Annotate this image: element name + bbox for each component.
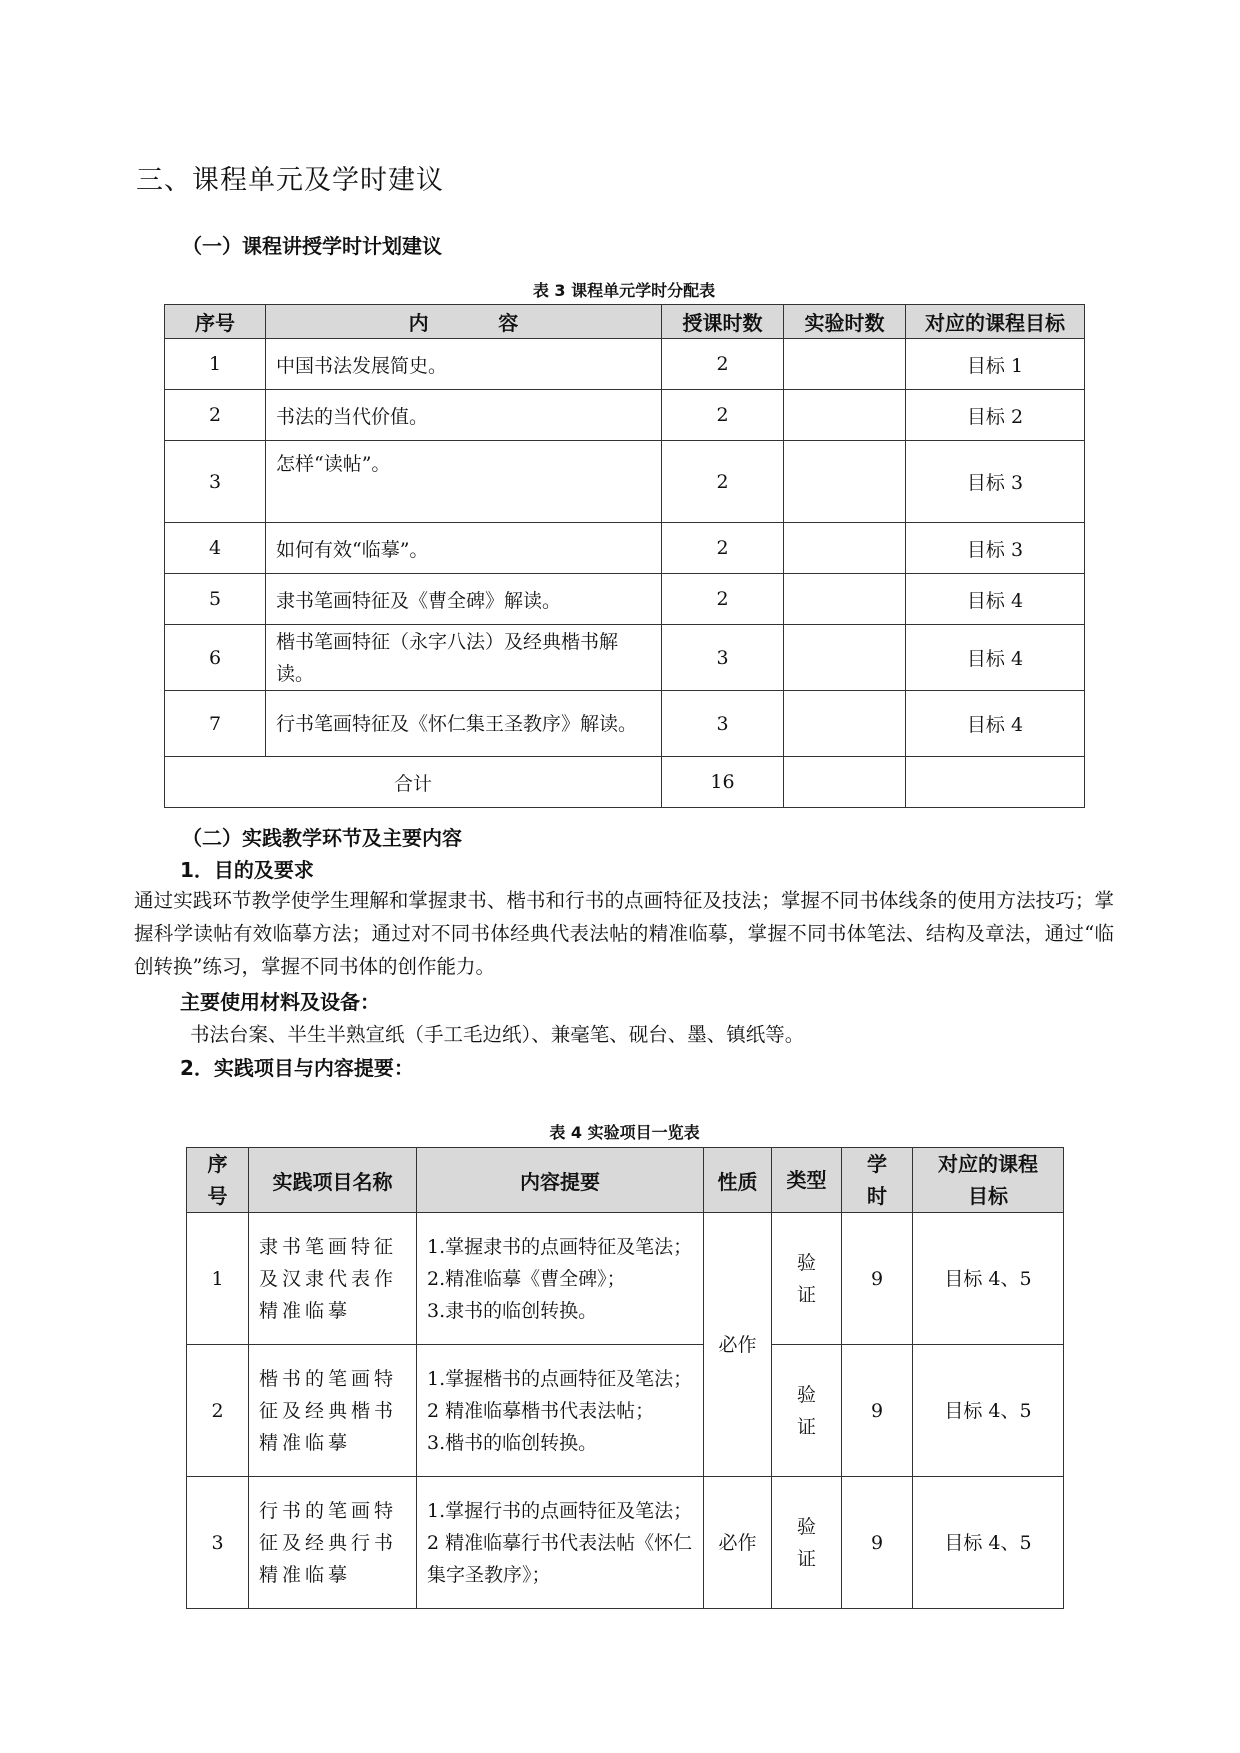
- table3-header-no: 序号: [165, 305, 266, 339]
- total-label: 合计: [165, 757, 662, 808]
- materials-title: 主要使用材料及设备：: [180, 990, 380, 1014]
- row-content: 书法的当代价值。: [266, 390, 662, 441]
- row-hours: 2: [662, 339, 784, 390]
- total-goal: [906, 757, 1085, 808]
- summary-line: 3.隶书的临创转换。: [427, 1299, 598, 1322]
- row-no: 1: [165, 339, 266, 390]
- row-no: 2: [165, 390, 266, 441]
- row-name: 行书的笔画特征及经典行书精准临摹: [249, 1477, 417, 1609]
- row-no: 4: [165, 523, 266, 574]
- table4-lab-projects: [186, 1147, 1064, 1609]
- table4-caption: 表 4 实验项目一览表: [549, 1123, 700, 1142]
- row-content: 中国书法发展简史。: [266, 339, 662, 390]
- row-goal: 目标 4: [906, 574, 1085, 625]
- summary-line: 2 精准临摹楷书代表法帖；: [427, 1399, 655, 1422]
- summary-line: 1.掌握楷书的点画特征及笔法；: [427, 1367, 693, 1390]
- table4-header-type: 类型: [772, 1148, 842, 1213]
- item1-title: 1．目的及要求: [180, 858, 314, 882]
- row-goal: 目标 4、5: [913, 1213, 1064, 1345]
- row-goal: 目标 1: [906, 339, 1085, 390]
- row-no: 5: [165, 574, 266, 625]
- row-goal: 目标 3: [906, 441, 1085, 523]
- table4-header-hours: 学时: [842, 1148, 913, 1213]
- summary-line: 2 精准临摹行书代表法帖《怀仁集字圣教序》；: [427, 1531, 693, 1586]
- row-no: 6: [165, 625, 266, 691]
- summary-line: 1.掌握行书的点画特征及笔法；: [427, 1499, 693, 1522]
- row-goal: 目标 4: [906, 625, 1085, 691]
- materials-text: 书法台案、半生半熟宣纸（手工毛边纸）、兼毫笔、砚台、墨、镇纸等。: [190, 1023, 805, 1046]
- row-no: 3: [187, 1477, 249, 1609]
- row-hours: 2: [662, 523, 784, 574]
- table3-course-hours: [164, 304, 1085, 808]
- row-no: 3: [165, 441, 266, 523]
- row-hours: 9: [842, 1213, 913, 1345]
- row-content: 楷书笔画特征（永字八法）及经典楷书解读。: [266, 625, 662, 691]
- row-hours: 2: [662, 390, 784, 441]
- table4-header-nature: 性质: [704, 1148, 772, 1213]
- row-hours: 9: [842, 1477, 913, 1609]
- total-lab: [784, 757, 906, 808]
- table3-header-lab: 实验时数: [784, 305, 906, 339]
- table3-header-row: [165, 305, 1085, 339]
- table3-caption: 表 3 课程单元学时分配表: [532, 281, 716, 300]
- table-row: [187, 1213, 1064, 1345]
- row-name: 楷书的笔画特征及经典楷书精准临摹: [249, 1345, 417, 1477]
- table4-header-no: 序号: [187, 1148, 249, 1213]
- row-content: 行书笔画特征及《怀仁集王圣教序》解读。: [266, 691, 662, 757]
- summary-line: 2.精准临摹《曹全碑》；: [427, 1267, 626, 1290]
- row-lab: [784, 691, 906, 757]
- row-type: 验证: [772, 1213, 842, 1345]
- row-name: 隶书笔画特征及汉隶代表作精准临摹: [249, 1213, 417, 1345]
- row-content: 怎样“读帖”。: [266, 441, 662, 523]
- table-row: [165, 523, 1085, 574]
- row-summary: [417, 1213, 704, 1345]
- row-nature: 必作: [704, 1477, 772, 1609]
- row-goal: 目标 3: [906, 523, 1085, 574]
- row-lab: [784, 390, 906, 441]
- table-row: [165, 390, 1085, 441]
- row-hours: 3: [662, 691, 784, 757]
- row-lab: [784, 523, 906, 574]
- table-row: [187, 1477, 1064, 1609]
- row-hours: 2: [662, 441, 784, 523]
- row-no: 1: [187, 1213, 249, 1345]
- row-summary: [417, 1345, 704, 1477]
- row-content: 隶书笔画特征及《曹全碑》解读。: [266, 574, 662, 625]
- row-type: 验证: [772, 1345, 842, 1477]
- table3-total-row: [165, 757, 1085, 808]
- row-goal: 目标 4、5: [913, 1345, 1064, 1477]
- row-lab: [784, 339, 906, 390]
- table-row: [165, 691, 1085, 757]
- table-row: [165, 574, 1085, 625]
- table3-header-hours: 授课时数: [662, 305, 784, 339]
- row-content: 如何有效“临摹”。: [266, 523, 662, 574]
- summary-line: 3.楷书的临创转换。: [427, 1431, 598, 1454]
- table4-header-row: [187, 1148, 1064, 1213]
- row-lab: [784, 441, 906, 523]
- section-title: 三、课程单元及学时建议: [136, 165, 444, 196]
- row-nature-merged: 必作: [704, 1213, 772, 1477]
- table-row: [165, 441, 1085, 523]
- summary-line: 1.掌握隶书的点画特征及笔法；: [427, 1235, 693, 1258]
- row-goal: 目标 4: [906, 691, 1085, 757]
- table3-header-goal: 对应的课程目标: [906, 305, 1085, 339]
- row-lab: [784, 574, 906, 625]
- row-lab: [784, 625, 906, 691]
- row-hours: 9: [842, 1345, 913, 1477]
- item2-title: 2．实践项目与内容提要：: [180, 1056, 414, 1080]
- table4-header-summary: 内容提要: [417, 1148, 704, 1213]
- table-row: [165, 339, 1085, 390]
- table3-header-content: 内 容: [266, 305, 662, 339]
- table-row: [187, 1345, 1064, 1477]
- row-goal: 目标 2: [906, 390, 1085, 441]
- item1-paragraph: 通过实践环节教学使学生理解和掌握隶书、楷书和行书的点画特征及技法；掌握不同书体线条的使用方法技巧；掌握科学读帖有效临摹方法；通过对不同书体经典代表法帖的精准临摹，掌握不同书体笔法、结构及章法，通过“临创转换”练习，掌握不同书体的创作能力。: [134, 889, 1114, 978]
- table4-header-goal: 对应的课程目标: [913, 1148, 1064, 1213]
- subsection-title-practice: （二）实践教学环节及主要内容: [182, 826, 462, 850]
- row-no: 7: [165, 691, 266, 757]
- row-type: 验证: [772, 1477, 842, 1609]
- row-goal: 目标 4、5: [913, 1477, 1064, 1609]
- row-no: 2: [187, 1345, 249, 1477]
- row-hours: 2: [662, 574, 784, 625]
- row-summary: [417, 1477, 704, 1609]
- table4-header-name: 实践项目名称: [249, 1148, 417, 1213]
- table-row: [165, 625, 1085, 691]
- total-hours: 16: [662, 757, 784, 808]
- subsection-title-lecture: （一）课程讲授学时计划建议: [182, 234, 442, 258]
- row-hours: 3: [662, 625, 784, 691]
